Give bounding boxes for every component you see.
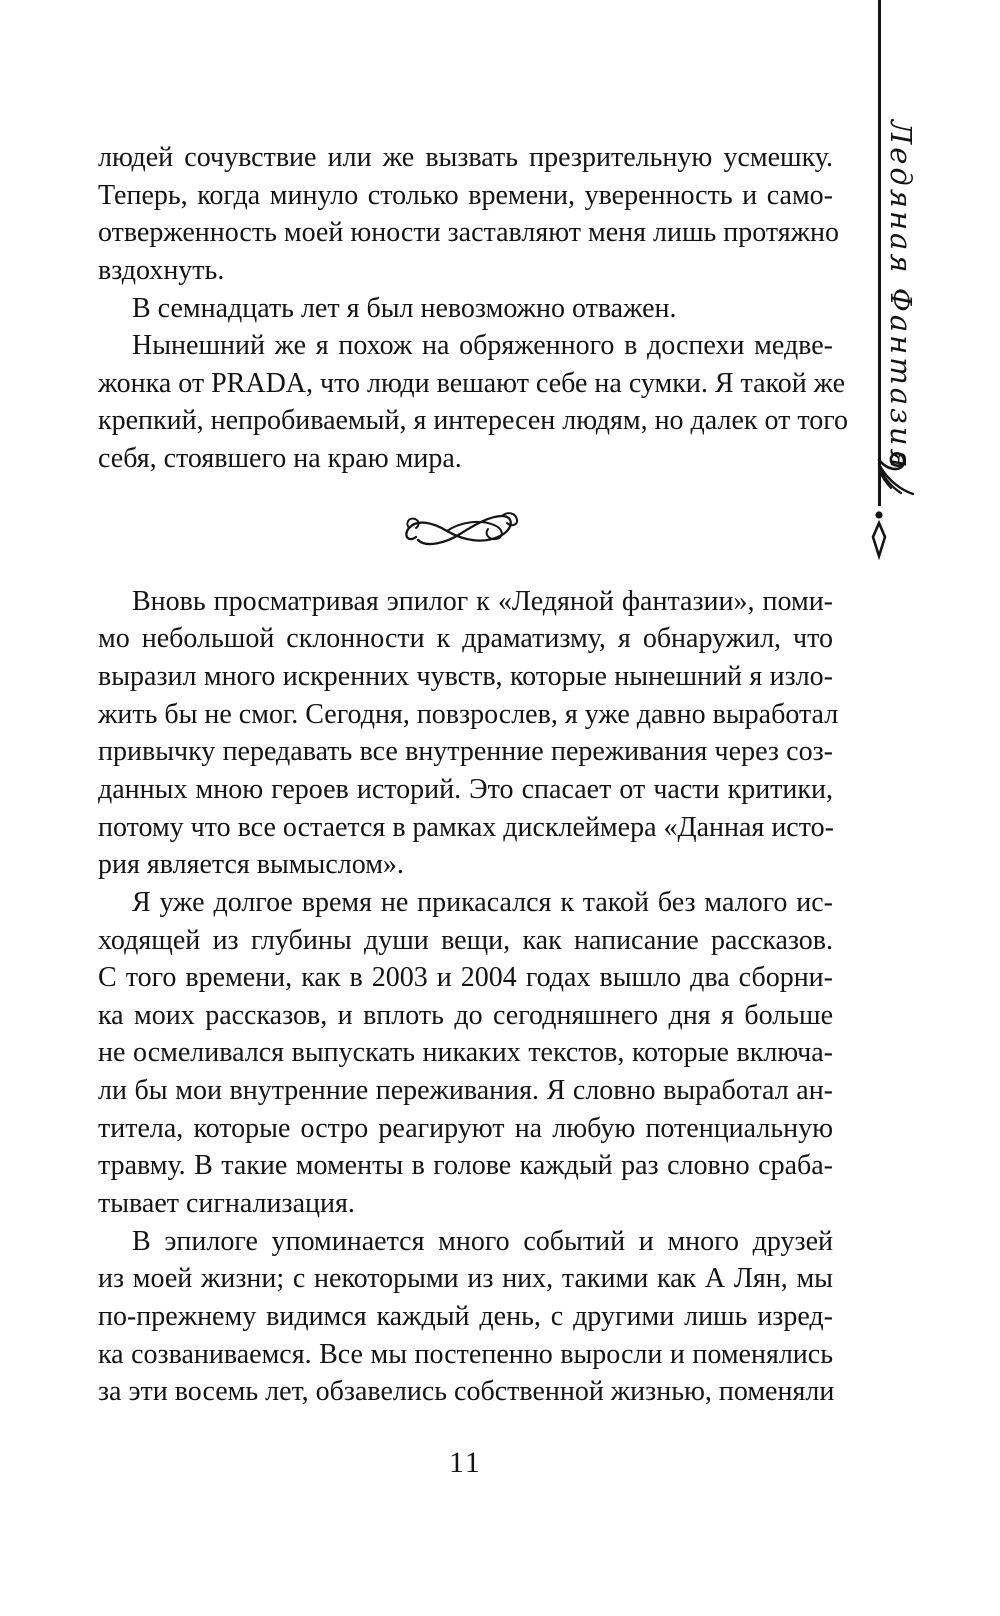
paragraph xyxy=(98,327,848,478)
text-line: титела, которые остро реагируют на любую потенциальную xyxy=(98,1112,833,1144)
text-line: выразил много искренних чувств, которые нынешний я изло- xyxy=(98,661,833,693)
text-line: отверженность моей юности заставляют меня лишь протяжно xyxy=(98,217,839,249)
paragraph xyxy=(98,139,839,290)
text-line: мо небольшой склонности к драматизму, я обнаружил, что xyxy=(98,623,833,655)
text-line: травму. В такие моменты в голове каждый раз словно сраба- xyxy=(98,1150,833,1182)
text-line: за эти восемь лет, обзавелись собственной жизнью, поменяли xyxy=(98,1376,835,1408)
text-line: ка моих рассказов, и вплоть до сегодняшнего дня я больше xyxy=(98,999,833,1031)
text-line: ли бы мои внутренние переживания. Я словно выработал ан- xyxy=(98,1075,833,1107)
margin-rule xyxy=(878,0,881,506)
rule-finial-flourish-icon xyxy=(857,452,921,562)
margin-book-title: Ледяная Фантазия xyxy=(884,120,918,471)
section-divider xyxy=(98,478,833,583)
text-line: Вновь просматривая эпилог к «Ледяной фантазии», поми- xyxy=(132,585,833,617)
text-line: по-прежнему видимся каждый день, с другими лишь изред- xyxy=(98,1300,833,1332)
paragraph xyxy=(98,884,833,1223)
text-line: не осмеливался выпускать никаких текстов, которые включа- xyxy=(98,1037,833,1069)
text-line: Нынешний же я похож на обряженного в доспехи медве- xyxy=(132,330,833,362)
body-text xyxy=(98,139,848,1411)
paragraph xyxy=(98,1223,833,1411)
infinity-flourish-icon xyxy=(400,507,532,553)
page-number: 11 xyxy=(449,1446,482,1479)
paragraph xyxy=(98,290,833,328)
text-line: В семнадцать лет я был невозможно отважен. xyxy=(132,292,677,324)
text-line: жонка от PRADA, что люди вешают себе на сумки. Я такой же xyxy=(98,367,846,399)
text-line: из моей жизни; с некоторыми из них, такими как А Лян, мы xyxy=(98,1263,833,1295)
paragraph xyxy=(98,583,839,884)
text-line: привычку передавать все внутренние переживания через соз- xyxy=(98,736,833,768)
text-line: себя, стоявшего на краю мира. xyxy=(98,443,462,475)
text-line: крепкий, непробиваемый, я интересен людям, но далек от того xyxy=(98,405,848,437)
text-line: С того времени, как в 2003 и 2004 годах вышло два сборни- xyxy=(98,962,833,994)
text-line: данных мною героев историй. Это спасает от части критики, xyxy=(98,773,833,805)
text-line: ка созваниваемся. Все мы постепенно выросли и поменялись xyxy=(98,1338,833,1370)
text-line: рия является вымыслом». xyxy=(98,849,404,881)
text-line: Теперь, когда минуло столько времени, уверенность и само- xyxy=(98,179,833,211)
text-line: тывает сигнализация. xyxy=(98,1188,355,1220)
text-line: вздохнуть. xyxy=(98,254,225,286)
text-line: ходящей из глубины души вещи, как написание рассказов. xyxy=(98,924,833,956)
text-line: людей сочувствие или же вызвать презрительную усмешку. xyxy=(98,142,833,173)
text-line: жить бы не смог. Сегодня, повзрослев, я уже давно выработал xyxy=(98,698,839,730)
text-line: Я уже долгое время не прикасался к такой без малого ис- xyxy=(132,886,833,918)
text-line: потому что все остается в рамках дисклеймера «Данная исто- xyxy=(98,811,834,843)
text-line: В эпилоге упоминается много событий и много друзей xyxy=(132,1225,833,1257)
